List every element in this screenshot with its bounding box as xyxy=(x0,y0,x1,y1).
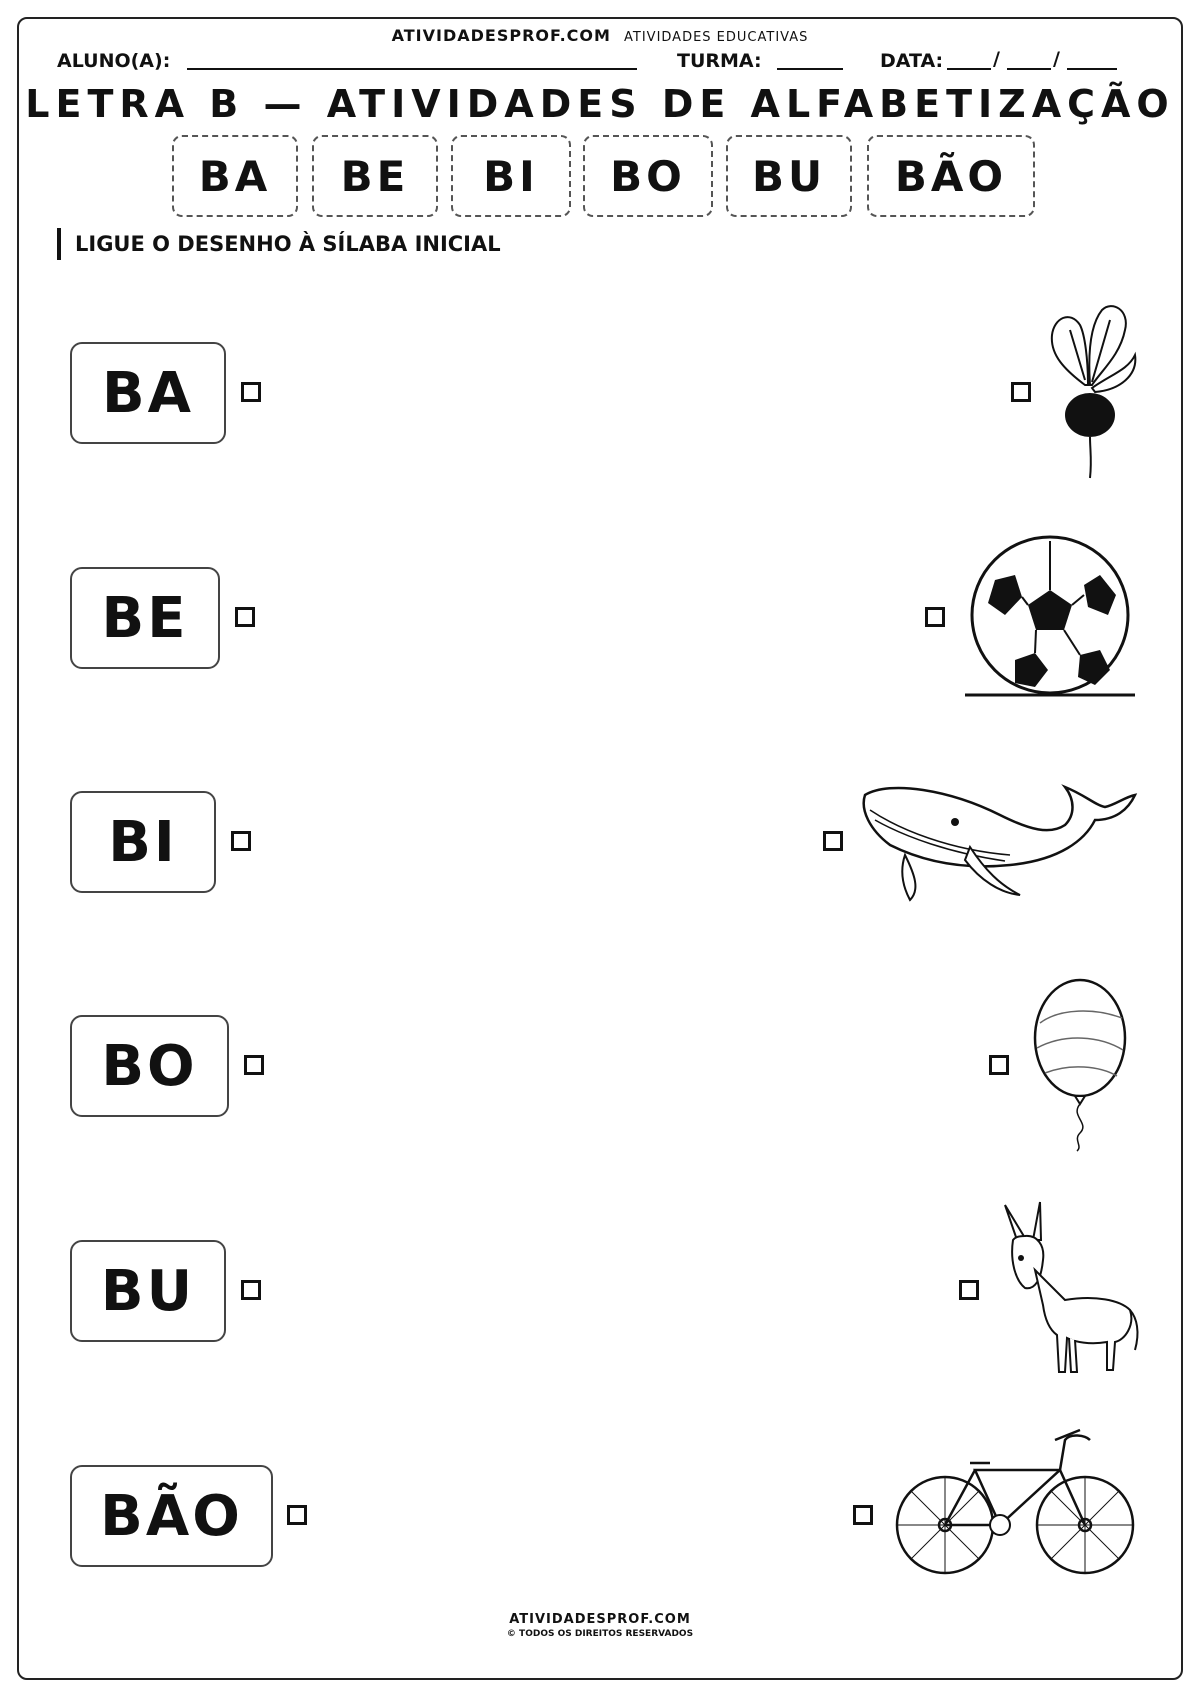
site-name: ATIVIDADESPROF.COM xyxy=(391,26,611,45)
donkey-icon xyxy=(995,1200,1145,1380)
word-card-bao: BÃO xyxy=(70,1465,273,1567)
checkbox-left-bu[interactable] xyxy=(241,1280,261,1300)
site-tagline: ATIVIDADES EDUCATIVAS xyxy=(624,30,809,45)
word-card-bi: BI xyxy=(70,791,216,893)
checkbox-left-be[interactable] xyxy=(235,607,255,627)
word-card-be: BE xyxy=(70,567,220,669)
bicycle-icon xyxy=(890,1425,1140,1580)
syllable-card-bu: BU xyxy=(726,135,852,217)
checkbox-right-donkey[interactable] xyxy=(959,1280,979,1300)
class-label: TURMA: xyxy=(677,50,762,72)
checkbox-right-whale[interactable] xyxy=(823,831,843,851)
whale-icon xyxy=(860,775,1140,905)
checkbox-left-bi[interactable] xyxy=(231,831,251,851)
syllable-card-bo: BO xyxy=(583,135,713,217)
footer-rights: © TODOS OS DIREITOS RESERVADOS xyxy=(506,1629,694,1639)
student-label: ALUNO(A): xyxy=(57,50,171,72)
checkbox-left-bo[interactable] xyxy=(244,1055,264,1075)
date-year-line[interactable] xyxy=(1067,50,1117,70)
word-card-bo: BO xyxy=(70,1015,229,1117)
word-card-bu: BU xyxy=(70,1240,226,1342)
soccer-ball-icon xyxy=(960,535,1140,705)
student-name-line[interactable] xyxy=(187,50,637,70)
beet-icon xyxy=(1040,300,1140,480)
checkbox-right-balloon[interactable] xyxy=(989,1055,1009,1075)
date-label: DATA: xyxy=(880,50,944,72)
footer-site: ATIVIDADESPROF.COM xyxy=(509,1612,691,1627)
syllable-card-be: BE xyxy=(312,135,438,217)
word-card-ba: BA xyxy=(70,342,226,444)
page-title: LETRA B — ATIVIDADES DE ALFABETIZAÇÃO xyxy=(25,82,1175,126)
date-day-line[interactable] xyxy=(947,50,991,70)
checkbox-right-ball[interactable] xyxy=(925,607,945,627)
balloon-icon xyxy=(1025,978,1135,1153)
date-slash-2: / xyxy=(1053,48,1060,70)
class-line[interactable] xyxy=(777,50,843,70)
footer xyxy=(0,1612,1200,1639)
checkbox-left-ba[interactable] xyxy=(241,382,261,402)
syllable-card-bao: BÃO xyxy=(867,135,1035,217)
date-slash-1: / xyxy=(993,48,1000,70)
syllable-card-ba: BA xyxy=(172,135,298,217)
checkbox-right-bicycle[interactable] xyxy=(853,1505,873,1525)
checkbox-right-beet[interactable] xyxy=(1011,382,1031,402)
syllable-card-bi: BI xyxy=(451,135,571,217)
instruction: LIGUE O DESENHO À SÍLABA INICIAL xyxy=(57,228,501,260)
site-header xyxy=(0,26,1200,45)
date-month-line[interactable] xyxy=(1007,50,1051,70)
checkbox-left-bao[interactable] xyxy=(287,1505,307,1525)
